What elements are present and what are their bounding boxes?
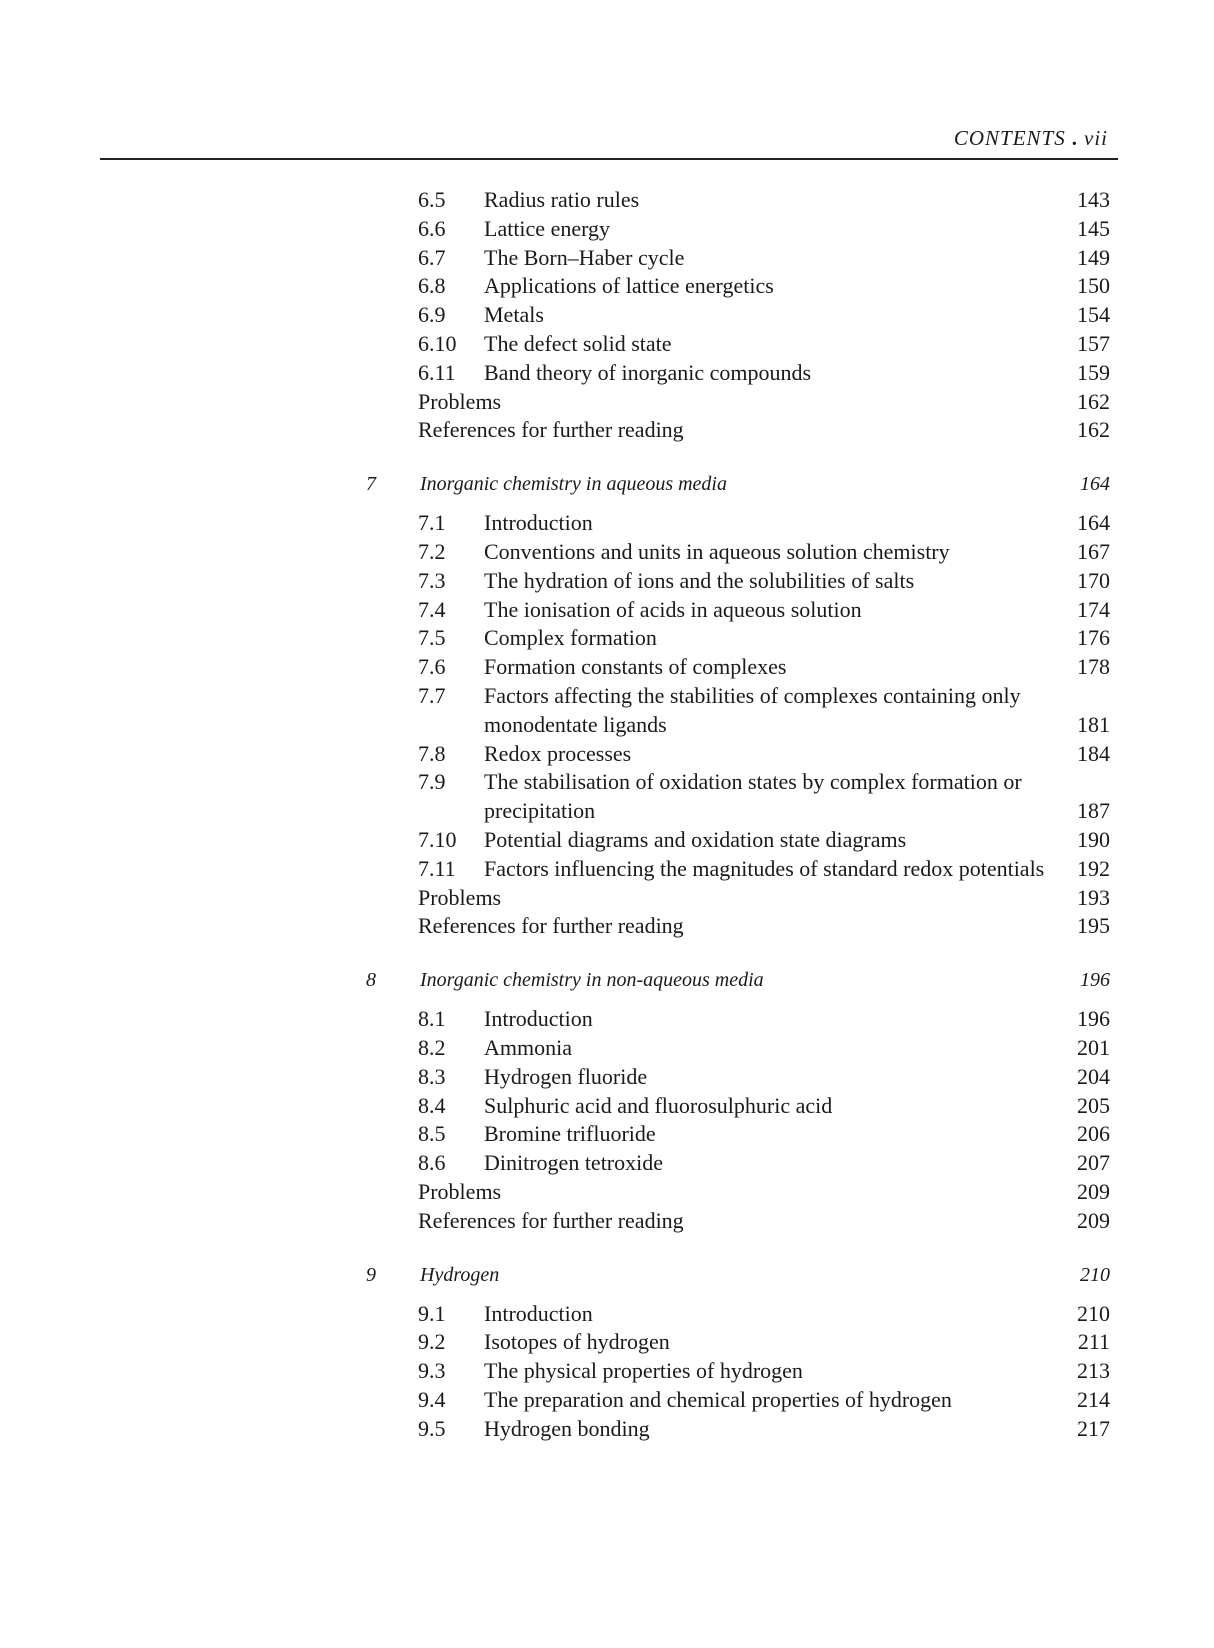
- section-page-number: 213: [1077, 1358, 1110, 1384]
- section-title: The physical properties of hydrogen: [484, 1358, 803, 1384]
- chapter-section: [366, 965, 1120, 1235]
- section-number: 9.4: [418, 1386, 446, 1412]
- toc-entry: [372, 1415, 1120, 1444]
- section-page-number: 201: [1077, 1034, 1110, 1060]
- section-title: Lattice energy: [484, 215, 611, 241]
- chapter-number: 8: [366, 969, 376, 992]
- section-number: 7.5: [418, 625, 446, 651]
- section-page-number: 192: [1077, 855, 1110, 881]
- chapter-section: [366, 469, 1120, 941]
- toc-entry: [372, 186, 1120, 215]
- section-number: 7.10: [418, 826, 457, 852]
- section-number: 7.9: [418, 769, 446, 795]
- toc-entry: [372, 1357, 1120, 1386]
- section-page-number: 196: [1077, 1006, 1110, 1032]
- chapter-section: [372, 186, 1120, 445]
- toc-entry: [372, 1092, 1120, 1121]
- section-page-number: 176: [1077, 625, 1110, 651]
- section-number: 7.6: [418, 654, 446, 680]
- toc-entry: [372, 416, 1120, 445]
- chapter-heading: [366, 469, 1120, 503]
- toc-entry: [372, 215, 1120, 244]
- section-number: 7.4: [418, 596, 446, 622]
- section-title: Band theory of inorganic compounds: [484, 359, 812, 385]
- section-title: Formation constants of complexes: [484, 654, 787, 680]
- section-page-number: 162: [1077, 417, 1110, 443]
- running-header-text: [954, 126, 1108, 151]
- section-page-number: 181: [1077, 711, 1110, 737]
- section-title: Ammonia: [484, 1034, 572, 1060]
- section-page-number: 206: [1077, 1121, 1110, 1147]
- section-page-number: 211: [1077, 1329, 1110, 1355]
- section-page-number: 145: [1077, 215, 1110, 241]
- section-title: Radius ratio rules: [484, 187, 640, 212]
- section-title: Applications of lattice energetics: [484, 273, 774, 299]
- section-number: 7.11: [418, 855, 456, 881]
- section-title: The defect solid state: [484, 330, 672, 356]
- section-title: References for further reading: [418, 913, 684, 939]
- section-number: 6.7: [418, 244, 446, 270]
- section-number: 8.5: [418, 1121, 446, 1147]
- running-header: [100, 124, 1118, 160]
- section-page-number: 207: [1077, 1150, 1110, 1176]
- table-of-contents: [366, 186, 1120, 1467]
- section-page-number: 167: [1077, 538, 1110, 564]
- section-number: 9.5: [418, 1415, 446, 1441]
- section-page-number: 193: [1077, 884, 1110, 910]
- section-number: 7.8: [418, 740, 446, 766]
- section-title: Isotopes of hydrogen: [484, 1329, 670, 1355]
- section-page-number: 190: [1077, 826, 1110, 852]
- section-title: Factors influencing the magnitudes of standard redox potentials: [484, 855, 1045, 881]
- section-number: 6.9: [418, 302, 446, 328]
- toc-entry: [372, 1063, 1120, 1092]
- section-page-number: 178: [1077, 654, 1110, 680]
- section-number: 6.8: [418, 273, 446, 299]
- toc-entry: [372, 359, 1120, 388]
- section-number: 9.3: [418, 1358, 446, 1384]
- section-page-number: 157: [1077, 330, 1110, 356]
- section-title: Introduction: [484, 510, 593, 536]
- toc-entry: [372, 1034, 1120, 1063]
- section-title: Conventions and units in aqueous solution chemistry: [484, 538, 950, 564]
- chapter-section: [366, 1260, 1120, 1444]
- section-number: 7.7: [418, 682, 446, 708]
- toc-entry: [372, 509, 1120, 538]
- toc-entry: [372, 1178, 1120, 1207]
- toc-entry: [372, 388, 1120, 417]
- section-page-number: 162: [1077, 388, 1110, 414]
- toc-entry: [372, 855, 1120, 884]
- chapter-heading: [366, 1260, 1120, 1294]
- chapter-page-number: 210: [1080, 1263, 1110, 1286]
- section-title: The stabilisation of oxidation states by complex formation or precipitation: [484, 769, 1022, 824]
- section-title: Dinitrogen tetroxide: [484, 1150, 664, 1176]
- toc-entry: [372, 596, 1120, 625]
- toc-entry: [372, 272, 1120, 301]
- section-page-number: 209: [1077, 1178, 1110, 1204]
- section-title: Potential diagrams and oxidation state diagrams: [484, 826, 907, 852]
- section-number: 6.5: [418, 187, 446, 212]
- section-number: 8.4: [418, 1092, 446, 1118]
- section-number: 8.2: [418, 1034, 446, 1060]
- section-page-number: 143: [1077, 187, 1110, 212]
- chapter-number: 9: [366, 1263, 376, 1286]
- chapter-page-number: 196: [1080, 969, 1110, 992]
- section-number: 8.1: [418, 1006, 446, 1032]
- section-title: References for further reading: [418, 1207, 684, 1233]
- section-number: 7.2: [418, 538, 446, 564]
- chapter-title: Inorganic chemistry in aqueous media: [420, 473, 727, 496]
- section-page-number: 209: [1077, 1207, 1110, 1233]
- section-number: 9.1: [418, 1300, 446, 1326]
- section-page-number: 217: [1077, 1415, 1110, 1441]
- section-number: 8.6: [418, 1150, 446, 1176]
- section-number: 6.6: [418, 215, 446, 241]
- toc-entry: [372, 682, 1120, 740]
- section-title: Bromine trifluoride: [484, 1121, 656, 1147]
- toc-entry: [372, 538, 1120, 567]
- section-title: Redox processes: [484, 740, 632, 766]
- chapter-number: 7: [366, 473, 376, 496]
- section-title: Problems: [418, 388, 502, 414]
- section-page-number: 184: [1077, 740, 1110, 766]
- toc-entry: [372, 244, 1120, 273]
- section-number: 7.3: [418, 567, 446, 593]
- toc-entry: [372, 1149, 1120, 1178]
- chapter-title: Inorganic chemistry in non-aqueous media: [420, 969, 764, 992]
- toc-entry: [372, 624, 1120, 653]
- toc-entry: [372, 1005, 1120, 1034]
- section-page-number: 164: [1077, 510, 1110, 536]
- section-page-number: 205: [1077, 1092, 1110, 1118]
- section-number: 7.1: [418, 510, 446, 536]
- toc-entry: [372, 740, 1120, 769]
- section-title: Problems: [418, 884, 502, 910]
- section-page-number: 210: [1077, 1300, 1110, 1326]
- section-title: The hydration of ions and the solubilities of salts: [484, 567, 915, 593]
- section-title: Hydrogen bonding: [484, 1415, 650, 1441]
- toc-entry: [372, 330, 1120, 359]
- toc-entry: [372, 912, 1120, 941]
- toc-entry: [372, 826, 1120, 855]
- chapter-heading: [366, 965, 1120, 999]
- toc-entry: [372, 653, 1120, 682]
- toc-entry: [372, 567, 1120, 596]
- section-page-number: 204: [1077, 1063, 1110, 1089]
- toc-entry: [372, 301, 1120, 330]
- section-title: Factors affecting the stabilities of complexes containing only monodentate ligands: [484, 682, 1021, 737]
- section-title: Hydrogen fluoride: [484, 1063, 648, 1089]
- toc-entry: [372, 1207, 1120, 1236]
- section-number: 6.10: [418, 330, 457, 356]
- section-title: Problems: [418, 1178, 502, 1204]
- toc-entry: [372, 768, 1120, 826]
- section-page-number: 150: [1077, 273, 1110, 299]
- section-title: Introduction: [484, 1006, 593, 1032]
- section-page-number: 195: [1077, 913, 1110, 939]
- header-label: CONTENTS: [953, 126, 1066, 150]
- section-title: Introduction: [484, 1300, 593, 1326]
- section-page-number: 149: [1077, 244, 1110, 270]
- section-page-number: 174: [1077, 596, 1110, 622]
- section-title: The ionisation of acids in aqueous solution: [484, 596, 862, 622]
- toc-entry: [372, 1300, 1120, 1329]
- section-page-number: 214: [1077, 1386, 1110, 1412]
- section-number: 8.3: [418, 1063, 446, 1089]
- section-title: The preparation and chemical properties of hydrogen: [484, 1386, 952, 1412]
- section-page-number: 159: [1077, 359, 1110, 385]
- section-number: 6.11: [418, 359, 456, 385]
- section-number: 9.2: [418, 1329, 446, 1355]
- section-title: The Born–Haber cycle: [484, 244, 685, 270]
- chapter-title: Hydrogen: [420, 1263, 500, 1286]
- section-title: References for further reading: [418, 417, 684, 443]
- section-page-number: 187: [1077, 798, 1110, 824]
- toc-entry: [372, 1120, 1120, 1149]
- header-separator: .: [1071, 126, 1078, 150]
- section-page-number: 154: [1077, 302, 1110, 328]
- section-title: Complex formation: [484, 625, 657, 651]
- section-title: Metals: [484, 302, 544, 328]
- toc-entry: [372, 1386, 1120, 1415]
- section-page-number: 170: [1077, 567, 1110, 593]
- section-title: Sulphuric acid and fluorosulphuric acid: [484, 1092, 833, 1118]
- header-page-number: vii: [1084, 126, 1108, 150]
- toc-entry: [372, 884, 1120, 913]
- toc-entry: [372, 1328, 1120, 1357]
- chapter-page-number: 164: [1080, 473, 1110, 496]
